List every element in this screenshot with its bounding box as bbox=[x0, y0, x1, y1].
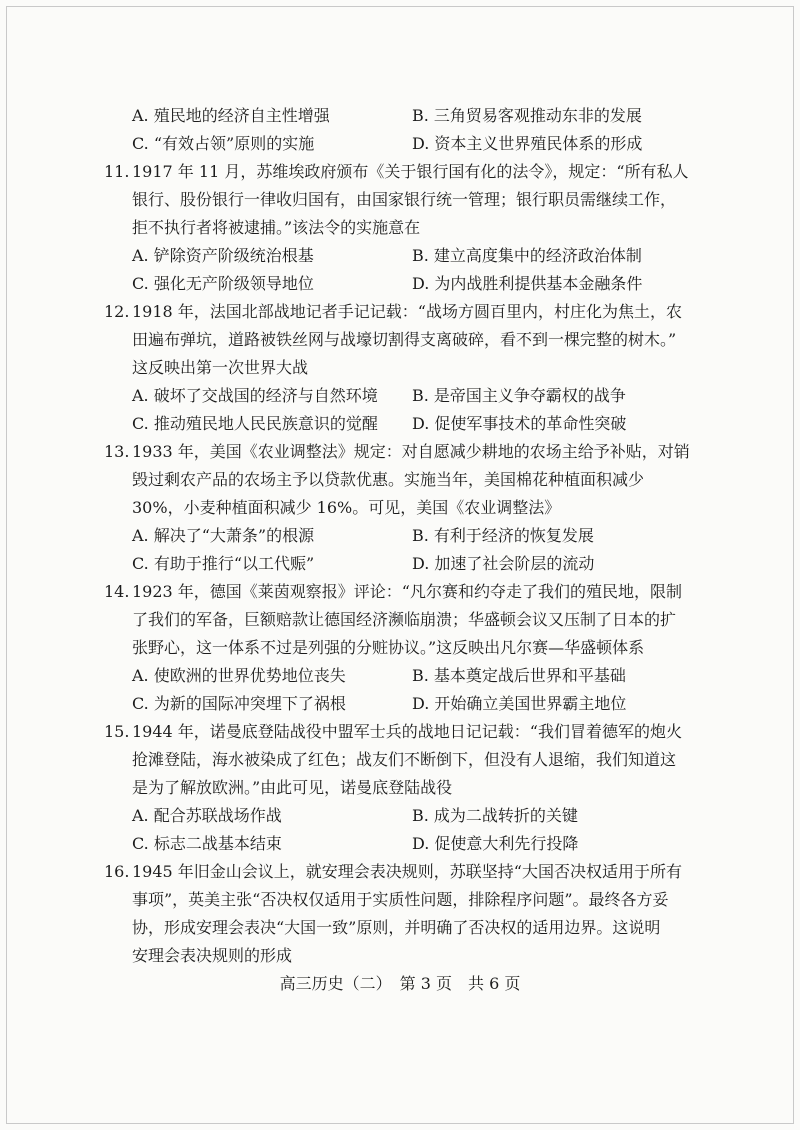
q16-number: 16. bbox=[104, 862, 130, 881]
q10-option-c: C. “有效占领”原则的实施 bbox=[132, 134, 315, 153]
q16-line-2: 事项”，英美主张“否决权仅适用于实质性问题，排除程序问题”。最终各方妥 bbox=[132, 890, 669, 909]
q13-option-d: D. 加速了社会阶层的流动 bbox=[412, 554, 595, 573]
q12-option-c: C. 推动殖民地人民民族意识的觉醒 bbox=[132, 414, 378, 433]
q11-line-1: 1917 年 11 月，苏维埃政府颁布《关于银行国有化的法令》，规定：“所有私人 bbox=[132, 162, 689, 181]
q14-line-3: 张野心，这一体系不过是列强的分赃协议。”这反映出凡尔赛—华盛顿体系 bbox=[132, 638, 645, 657]
q12-line-2: 田遍布弹坑，道路被铁丝网与战壕切割得支离破碎，看不到一棵完整的树木。” bbox=[132, 330, 677, 349]
q13-line-1: 1933 年，美国《农业调整法》规定：对自愿减少耕地的农场主给予补贴，对销 bbox=[132, 442, 690, 461]
q12-option-b: B. 是帝国主义争夺霸权的战争 bbox=[412, 386, 626, 405]
q12-line-1: 1918 年，法国北部战地记者手记记载：“战场方圆百里内，村庄化为焦土，农 bbox=[132, 302, 682, 321]
q11-line-3: 拒不执行者将被逮捕。”该法令的实施意在 bbox=[132, 218, 421, 237]
q11-line-2: 银行、股份银行一律收归国有，由国家银行统一管理；银行职员需继续工作， bbox=[132, 190, 677, 209]
q14-option-b: B. 基本奠定战后世界和平基础 bbox=[412, 666, 626, 685]
q15-option-b: B. 成为二战转折的关键 bbox=[412, 806, 578, 825]
q15-number: 15. bbox=[104, 722, 130, 741]
q11-number: 11. bbox=[104, 162, 130, 181]
q14-option-c: C. 为新的国际冲突埋下了祸根 bbox=[132, 694, 346, 713]
q13-option-c: C. 有助于推行“以工代赈” bbox=[132, 554, 315, 573]
q10-option-b: B. 三角贸易客观推动东非的发展 bbox=[412, 106, 642, 125]
q13-option-b: B. 有利于经济的恢复发展 bbox=[412, 526, 594, 545]
q12-number: 12. bbox=[104, 302, 130, 321]
q13-line-2: 毁过剩农产品的农场主予以贷款优惠。实施当年，美国棉花种植面积减少 bbox=[132, 470, 645, 489]
q12-option-d: D. 促使军事技术的革命性突破 bbox=[412, 414, 627, 433]
q12-line-3: 这反映出第一次世界大战 bbox=[132, 358, 309, 377]
page-footer: 高三历史（二） 第 3 页 共 6 页 bbox=[279, 974, 521, 993]
q15-option-a: A. 配合苏联战场作战 bbox=[132, 806, 282, 825]
q14-option-a: A. 使欧洲的世界优势地位丧失 bbox=[132, 666, 346, 685]
q15-line-2: 抢滩登陆，海水被染成了红色；战友们不断倒下，但没有人退缩，我们知道这 bbox=[132, 750, 677, 769]
q16-line-4: 安理会表决规则的形成 bbox=[132, 946, 293, 965]
q14-number: 14. bbox=[104, 582, 130, 601]
q13-option-a: A. 解决了“大萧条”的根源 bbox=[132, 526, 315, 545]
q11-option-c: C. 强化无产阶级领导地位 bbox=[132, 274, 314, 293]
q13-number: 13. bbox=[104, 442, 130, 461]
q15-option-c: C. 标志二战基本结束 bbox=[132, 834, 282, 853]
q16-line-1: 1945 年旧金山会议上，就安理会表决规则，苏联坚持“大国否决权适用于所有 bbox=[132, 862, 682, 881]
q11-option-a: A. 铲除资产阶级统治根基 bbox=[132, 246, 314, 265]
q15-line-1: 1944 年，诺曼底登陆战役中盟军士兵的战地日记记载：“我们冒着德军的炮火 bbox=[132, 722, 682, 741]
q15-option-d: D. 促使意大利先行投降 bbox=[412, 834, 579, 853]
q10-option-a: A. 殖民地的经济自主性增强 bbox=[132, 106, 330, 125]
q16-line-3: 协，形成安理会表决“大国一致”原则，并明确了否决权的适用边界。这说明 bbox=[132, 918, 661, 937]
q11-option-b: B. 建立高度集中的经济政治体制 bbox=[412, 246, 642, 265]
q14-line-1: 1923 年，德国《莱茵观察报》评论：“凡尔赛和约夺走了我们的殖民地，限制 bbox=[132, 582, 682, 601]
q14-line-2: 了我们的军备，巨额赔款让德国经济濒临崩溃；华盛顿会议又压制了日本的扩 bbox=[132, 610, 677, 629]
q13-line-3: 30%，小麦种植面积减少 16%。可见，美国《农业调整法》 bbox=[132, 498, 561, 517]
q14-option-d: D. 开始确立美国世界霸主地位 bbox=[412, 694, 627, 713]
q10-option-d: D. 资本主义世界殖民体系的形成 bbox=[412, 134, 643, 153]
q12-option-a: A. 破坏了交战国的经济与自然环境 bbox=[132, 386, 378, 405]
q15-line-3: 是为了解放欧洲。”由此可见，诺曼底登陆战役 bbox=[132, 778, 453, 797]
q11-option-d: D. 为内战胜利提供基本金融条件 bbox=[412, 274, 643, 293]
